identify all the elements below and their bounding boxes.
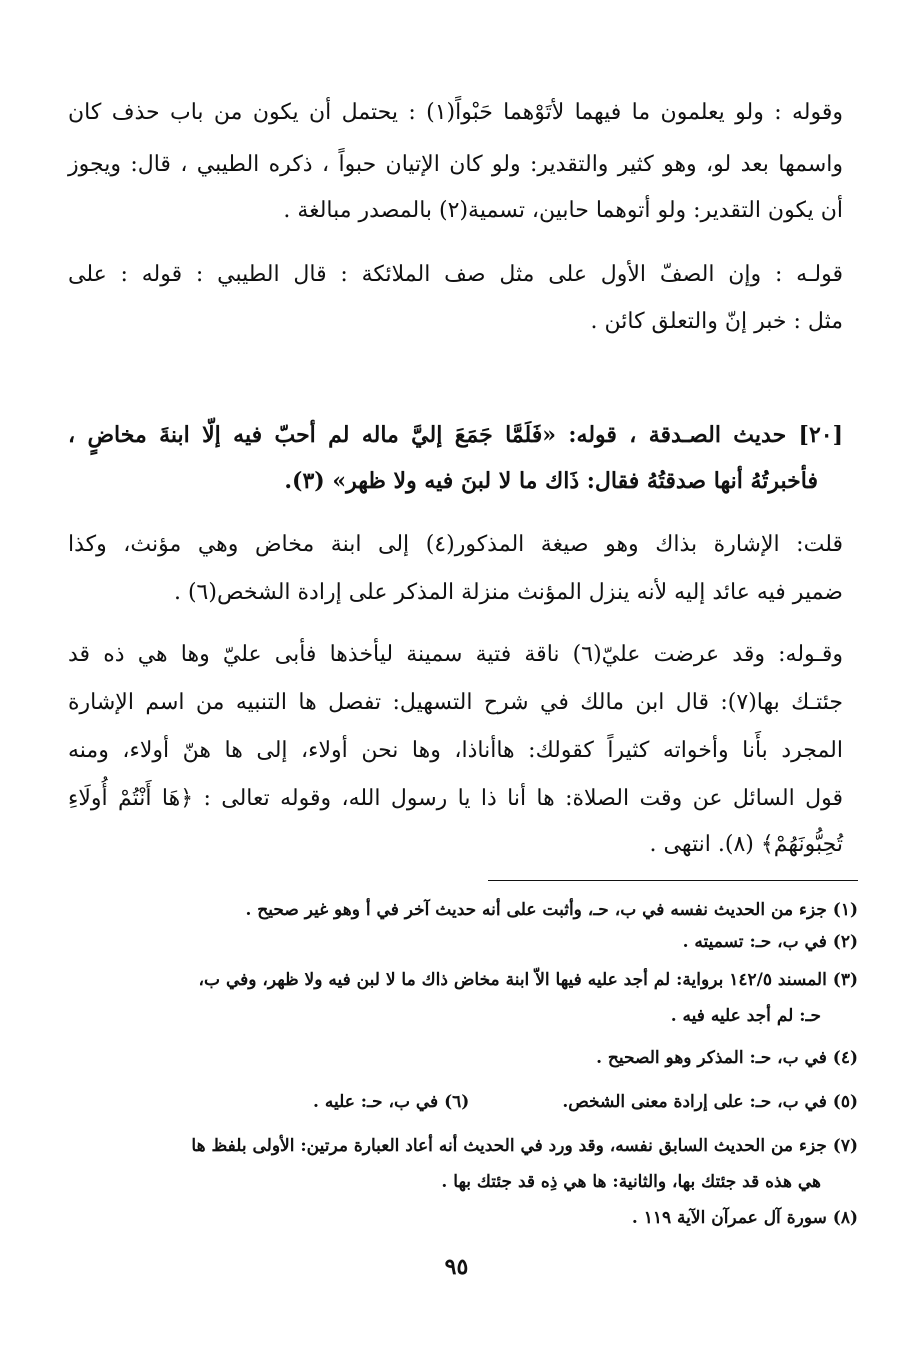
footnote <box>58 1090 858 1114</box>
text-line: مثل : خبر إنّ والتعلق كائن . <box>590 309 843 334</box>
text-line: المجرد بأَنا وأخواته كثيراً كقولك: هاأناذا، وها نحن أولاء، إلى ها هنّ أولاء، ومنه <box>68 738 843 763</box>
footnote: (٧) جزء من الحديث السابق نفسه، وقد ورد في الحديث أنه أعاد العبارة مرتين: الأولى بلفظ ها <box>191 1136 858 1156</box>
text-line: ضمير فيه عائد إليه لأنه ينزل المؤنث منزلة المذكر على إرادة الشخص(٦) . <box>173 580 843 605</box>
text-line: قلت: الإشارة بذاك وهو صيغة المذكور(٤) إلى ابنة مخاض وهي مؤنث، وكذا <box>68 532 843 557</box>
footnote: (٣) المسند ١٤٢/٥ برواية: لم أجد عليه فيها الاّ ابنة مخاض ذاك ما لا لبن فيه ولا ظهر، وفي ب، <box>198 970 858 990</box>
text-line: واسمها بعد لو، وهو كثير والتقدير: ولو كان الإتيان حبواً ، ذكره الطيبي ، قال: ويجوز <box>68 152 843 177</box>
text-line: جئتـك بها(٧): قال ابن مالك في شرح التسهيل: تفصل ها التنبيه من اسم الإشارة <box>68 690 843 715</box>
text-line: قولـه : وإن الصفّ الأول على مثل صف الملائكة : قال الطيبي : قوله : على <box>68 262 843 287</box>
text-line: تُحِبُّونَهُمْ﴾ (٨). انتهى . <box>649 832 843 857</box>
footnote-cont: هي هذه قد جئتك بها، والثانية: ها هي ذِه قد جئتك بها . <box>441 1172 821 1192</box>
page-number: ٩٥ <box>444 1254 469 1280</box>
footnote: (٤) في ب، حـ: المذكر وهو الصحيح . <box>596 1048 858 1068</box>
hadith-heading: [٢٠] حديث الصـدقة ، قوله: «فَلَمَّا جَمَعَ إليَّ ماله لم أحبّ فيه إلّا ابنةَ مخاضٍ ، <box>68 422 843 448</box>
footnote: (٨) سورة آل عمرآن الآية ١١٩ . <box>631 1208 858 1228</box>
footnote-separator <box>488 880 858 881</box>
footnote-cont: حـ: لم أجد عليه فيه . <box>670 1006 821 1026</box>
text-line: أن يكون التقدير: ولو أتوهما حابين، تسمية(٢) بالمصدر مبالغة . <box>283 198 843 223</box>
footnote-6: (٦) في ب، حـ: عليه . <box>313 1092 470 1112</box>
text-line: وقوله : ولو يعلمون ما فيهما لأتَوْهما حَبْواً(١) : يحتمل أن يكون من باب حذف كان <box>68 100 844 125</box>
footnote-5: (٥) في ب، حـ: على إرادة معنى الشخص. <box>562 1092 858 1112</box>
hadith-heading-cont: فأخبرتُهُ أنها صدقتُهُ فقال: ذَاك ما لا لبنَ فيه ولا ظهر» (٣). <box>284 468 818 494</box>
text-line: وقـوله: وقد عرضت عليّ(٦) ناقة فتية سمينة ليأخذها فأبى عليّ وها هي ذه قد <box>68 642 843 667</box>
footnote: (٢) في ب، حـ: تسميته . <box>682 932 858 952</box>
text-line: قول السائل عن وقت الصلاة: ها أنا ذا يا رسول الله، وقوله تعالى : ﴿هَا أَنْتُمْ أُولَاءِ <box>68 786 843 811</box>
footnote: (١) جزء من الحديث نفسه في ب، حـ، وأثبت على أنه حديث آخر في أ وهو غير صحيح . <box>245 900 858 920</box>
